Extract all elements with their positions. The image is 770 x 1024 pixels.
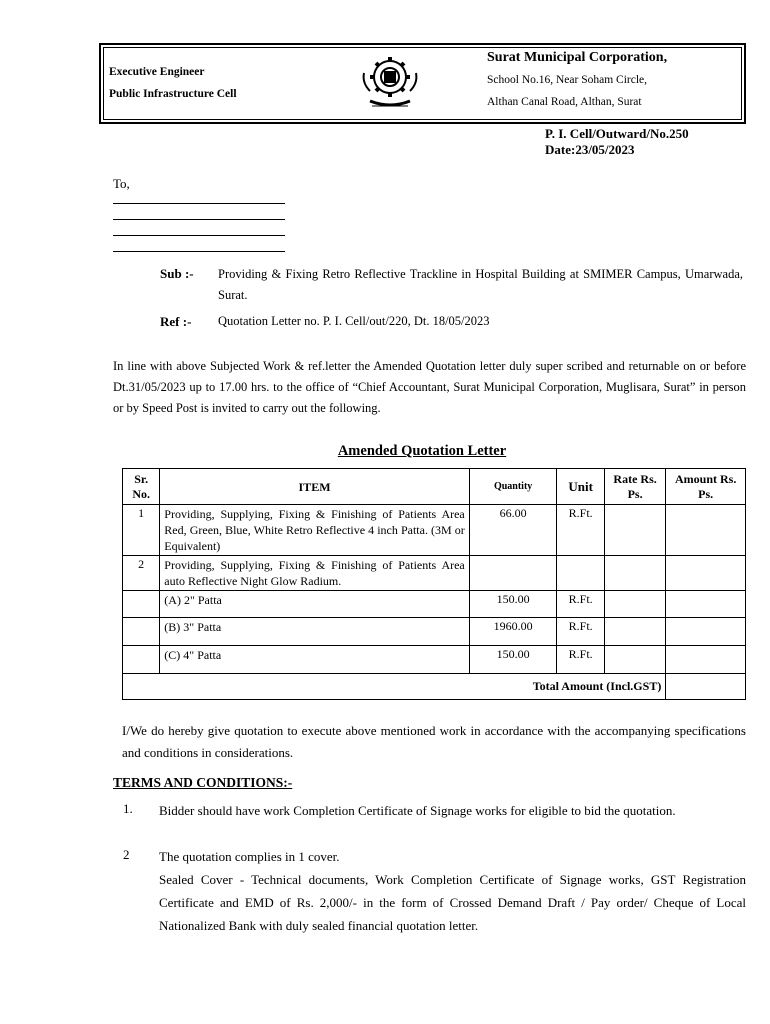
table-header-row <box>123 469 746 505</box>
cell-amount <box>666 556 746 591</box>
cell-unit: R.Ft. <box>557 591 604 618</box>
header-sr: Sr. No. <box>123 469 160 505</box>
cell-rate <box>604 591 665 618</box>
term-text: Bidder should have work Completion Certificate of Signage works for eligible to bid the quotation. <box>159 803 676 818</box>
cell-item: (B) 3" Patta <box>160 618 469 646</box>
intro-paragraph: In line with above Subjected Work & ref.letter the Amended Quotation letter duly super scribed and returnable on or before Dt.31/05/2023 up to 17.00 hrs. to the office of “Chief Accountant, Surat Municipal Corporation, Muglisara, Surat” in person or by Speed Post is invited to carry out the following. <box>113 359 746 415</box>
reference-text: Quotation Letter no. P. I. Cell/out/220, Dt. 18/05/2023 <box>218 314 490 328</box>
table-row <box>123 618 746 646</box>
outward-reference <box>545 126 689 158</box>
letterhead-left <box>109 61 237 105</box>
cell-rate <box>604 618 665 646</box>
term-number: 1. <box>123 801 133 816</box>
cell-sr: 1 <box>123 505 160 556</box>
cell-item: Providing, Supplying, Fixing & Finishing of Patients Area Red, Green, Blue, White Retro Reflective 4 inch Patta. (3M or Equivalent) <box>160 505 469 556</box>
table-row <box>123 505 746 556</box>
cell-rate <box>604 505 665 556</box>
cell-quantity: 1960.00 <box>469 618 557 646</box>
cell-unit: R.Ft. <box>557 505 604 556</box>
subject-text: Providing & Fixing Retro Reflective Trackline in Hospital Building at SMIMER Campus, Umarwada, Surat. <box>218 267 743 302</box>
table-title: Amended Quotation Letter <box>337 443 507 459</box>
address-line-2: Althan Canal Road, Althan, Surat <box>487 96 642 108</box>
cell-quantity: 150.00 <box>469 591 557 618</box>
table-row <box>123 591 746 618</box>
table-row <box>123 646 746 674</box>
subject-label: Sub :- <box>160 266 194 281</box>
cell-unit: R.Ft. <box>557 646 604 674</box>
header-unit: Unit <box>557 469 604 505</box>
cell-sr <box>123 618 160 646</box>
total-label: Total Amount (Incl.GST) <box>123 674 666 700</box>
cell-amount <box>666 505 746 556</box>
cell-item: (C) 4" Patta <box>160 646 469 674</box>
reference-label: Ref :- <box>160 314 192 329</box>
total-amount <box>666 674 746 700</box>
cell-sr: 2 <box>123 556 160 591</box>
organization-name: Surat Municipal Corporation, <box>487 50 668 65</box>
cell-item: Providing, Supplying, Fixing & Finishing of Patients Area auto Reflective Night Glow Radium. <box>160 556 469 591</box>
cell-unit: R.Ft. <box>557 618 604 646</box>
officer-title: Executive Engineer <box>109 66 205 78</box>
cell-amount <box>666 618 746 646</box>
letterhead <box>99 43 746 124</box>
total-row <box>123 674 746 700</box>
quotation-table <box>122 468 746 700</box>
header-item: ITEM <box>160 469 469 505</box>
smc-emblem-icon <box>360 51 420 113</box>
cell-item: (A) 2" Patta <box>160 591 469 618</box>
cell-rate <box>604 646 665 674</box>
cell-quantity: 66.00 <box>469 505 557 556</box>
term-text: The quotation complies in 1 cover. <box>159 849 340 864</box>
address-blank-line <box>113 251 285 252</box>
cell-amount <box>666 591 746 618</box>
to-label: To, <box>113 176 130 191</box>
cell-quantity <box>469 556 557 591</box>
header-rate: Rate Rs. Ps. <box>604 469 665 505</box>
term-2-detail: Sealed Cover - Technical documents, Work Completion Certificate of Signage works, GST Registration Certificate and EMD of Rs. 2,000/- in the form of Crossed Demand Draft / Pay order/ Cheque of Local Nationalized Bank with duly sealed financial quotation letter. <box>159 872 746 933</box>
cell-quantity: 150.00 <box>469 646 557 674</box>
cell-sr <box>123 646 160 674</box>
header-amount: Amount Rs. Ps. <box>666 469 746 505</box>
address-line-1: School No.16, Near Soham Circle, <box>487 74 648 86</box>
outward-number: P. I. Cell/Outward/No.250 <box>545 126 689 141</box>
department-name: Public Infrastructure Cell <box>109 88 237 100</box>
table-row <box>123 556 746 591</box>
address-blank-line <box>113 219 285 220</box>
cell-rate <box>604 556 665 591</box>
letter-date: Date:23/05/2023 <box>545 142 635 157</box>
letterhead-right <box>487 47 667 113</box>
cell-unit <box>557 556 604 591</box>
term-number: 2 <box>123 847 130 862</box>
address-blank-line <box>113 203 285 204</box>
address-blank-line <box>113 235 285 236</box>
cell-amount <box>666 646 746 674</box>
terms-title: TERMS AND CONDITIONS:- <box>113 775 293 790</box>
declaration-paragraph: I/We do hereby give quotation to execute above mentioned work in accordance with the accompanying specifications and conditions in considerations. <box>122 723 746 760</box>
header-quantity: Quantity <box>469 469 557 505</box>
cell-sr <box>123 591 160 618</box>
